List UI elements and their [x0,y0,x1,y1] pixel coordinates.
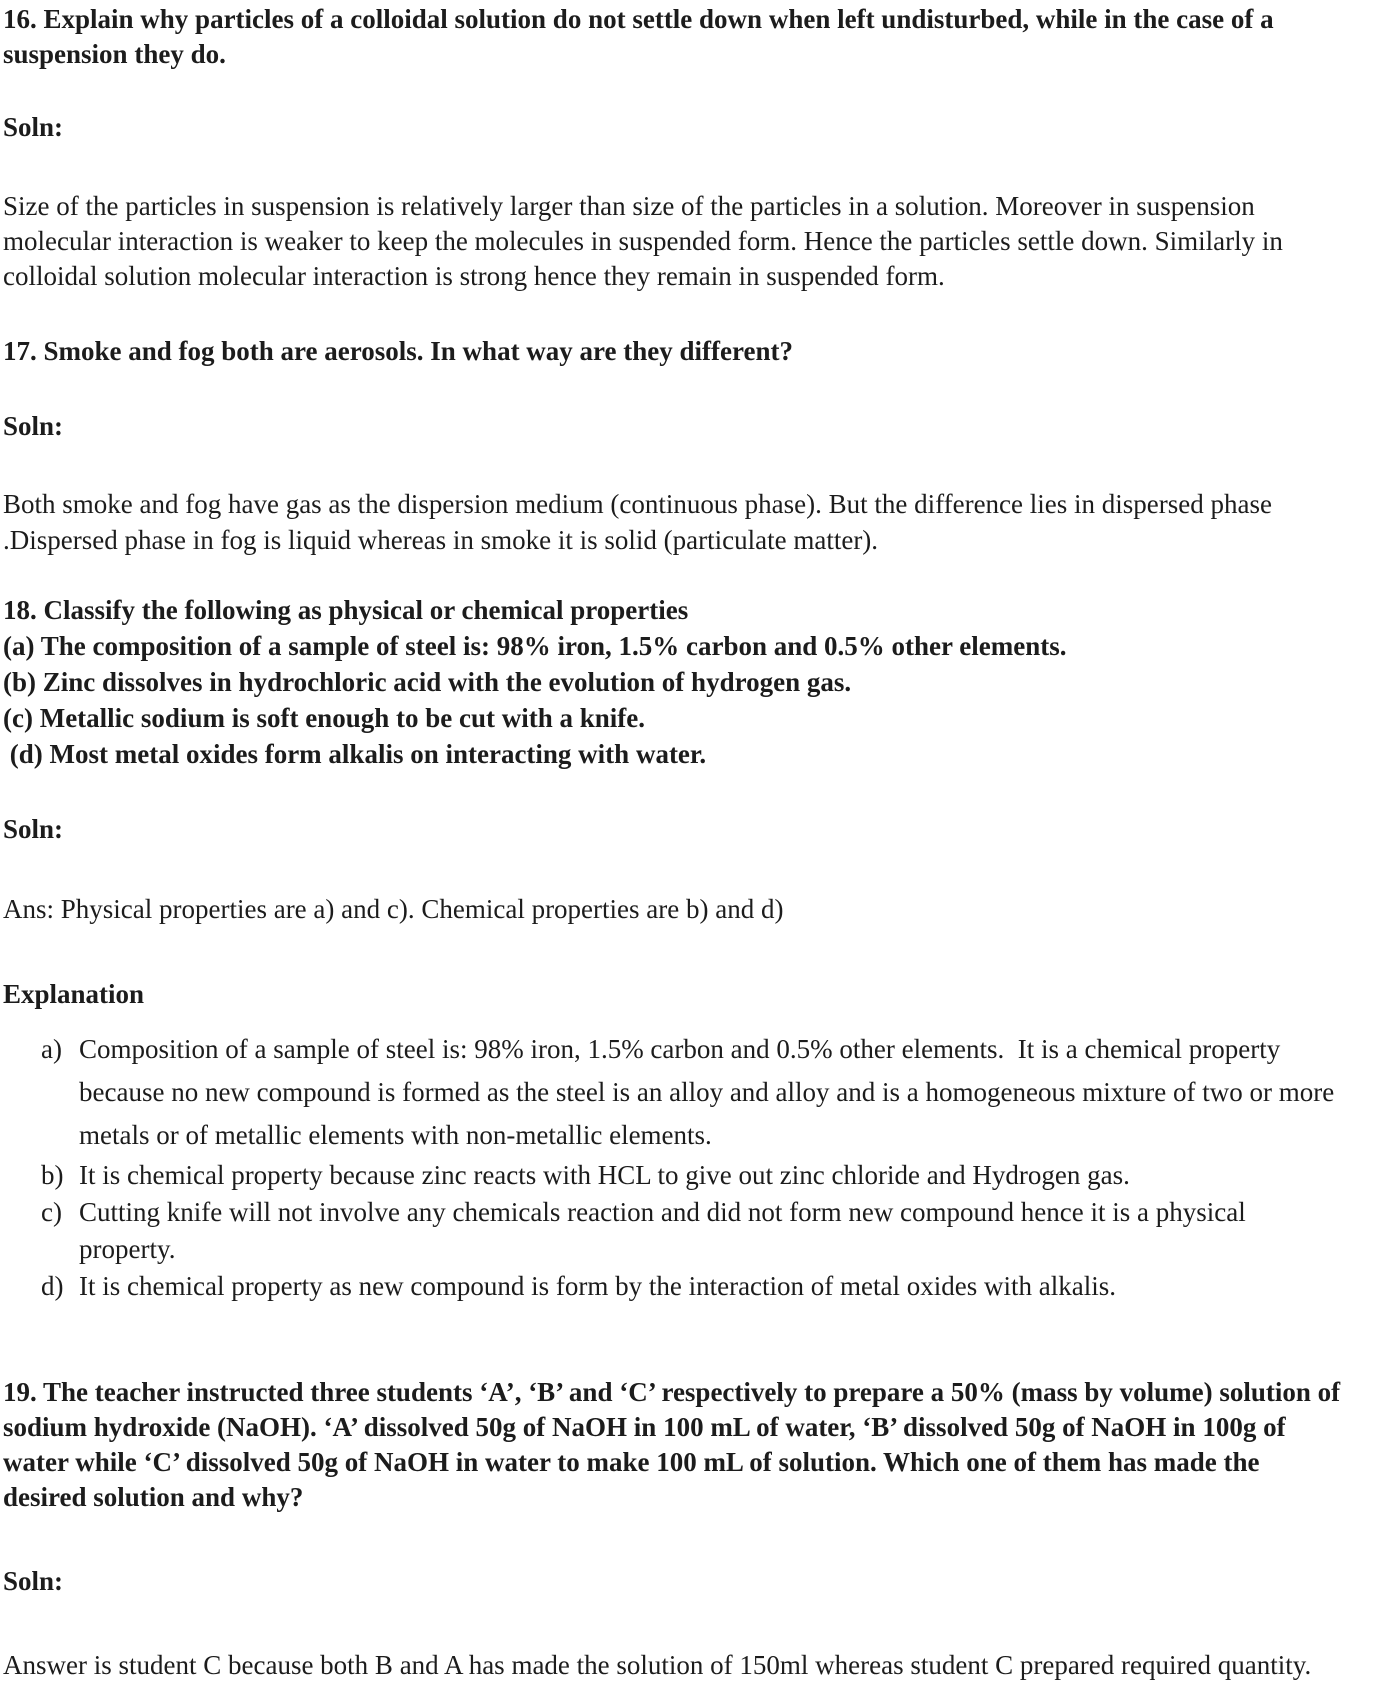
question-17-section [3,334,1348,558]
explanation-item-a-marker: a) [41,1034,62,1064]
question-18-soln-label: Soln: [3,814,64,844]
question-19-solution-text: Answer is student C because both B and A has made the solution of 150ml whereas student C prepared required quantity. [3,1650,1312,1680]
question-18-heading: 18. Classify the following as physical or chemical properties [3,595,689,625]
question-17-heading: 17. Smoke and fog both are aerosols. In what way are they different? [3,336,794,366]
explanation-list [3,1028,1348,1305]
explanation-item-d [41,1268,1348,1305]
explanation-item-b [41,1157,1348,1194]
question-17-soln-label: Soln: [3,411,64,441]
question-16-solution-text: Size of the particles in suspension is relatively larger than size of the particles in a solution. Moreover in suspension molecular interaction is weaker to keep the molecules in suspended form. Hence the particles settle down. Similarly in colloidal solution molecular interaction is strong hence they remain in suspended form. [3,191,1283,291]
explanation-item-b-text: It is chemical property because zinc reacts with HCL to give out zinc chloride and Hydrogen gas. [79,1160,1130,1190]
question-18-option-c: (c) Metallic sodium is soft enough to be cut with a knife. [3,703,645,733]
explanation-item-b-marker: b) [41,1160,64,1190]
explanation-item-c-text: Cutting knife will not involve any chemicals reaction and did not form new compound hence it is a physical property. [79,1197,1253,1264]
question-19-section [3,1375,1348,1683]
question-18-option-b: (b) Zinc dissolves in hydrochloric acid with the evolution of hydrogen gas. [3,667,852,697]
question-16-section [3,2,1348,294]
explanation-item-a [41,1028,1348,1157]
explanation-item-a-text: Composition of a sample of steel is: 98% iron, 1.5% carbon and 0.5% other elements. It is a chemical property because no new compound is formed as the steel is an alloy and alloy and is a homogeneous mixture of two or more metals or of metallic elements with non-metallic elements. [79,1034,1341,1150]
question-19-heading: 19. The teacher instructed three students ‘A’, ‘B’ and ‘C’ respectively to prepare a 50% (mass by volume) solution of sodium hydroxide (NaOH). ‘A’ dissolved 50g of NaOH in 100 mL of water, ‘B’ dissolved 50g of NaOH in 100g of water while ‘C’ dissolved 50g of NaOH in water to make 100 mL of solution. Which one of them has made the desired solution and why? [3,1377,1341,1512]
explanation-item-d-text: It is chemical property as new compound is form by the interaction of metal oxides with alkalis. [79,1271,1116,1301]
explanation-item-c-marker: c) [41,1197,62,1227]
question-18-option-a: (a) The composition of a sample of steel is: 98% iron, 1.5% carbon and 0.5% other elements. [3,631,1067,661]
explanation-item-d-marker: d) [41,1271,64,1301]
explanation-heading: Explanation [3,979,145,1009]
question-16-soln-label: Soln: [3,112,64,142]
explanation-item-c [41,1194,1348,1268]
question-18-answer-text: Ans: Physical properties are a) and c). Chemical properties are b) and d) [3,894,784,924]
question-18-section [3,593,1348,1305]
question-16-heading: 16. Explain why particles of a colloidal solution do not settle down when left undisturbed, while in the case of a suspension they do. [3,4,1274,69]
question-18-option-d: (d) Most metal oxides form alkalis on interacting with water. [3,739,707,769]
question-19-soln-label: Soln: [3,1566,64,1596]
question-17-solution-text: Both smoke and fog have gas as the dispersion medium (continuous phase). But the difference lies in dispersed phase .Dispersed phase in fog is liquid whereas in smoke it is solid (particulate matter). [3,489,1272,555]
question-18-option-list [3,628,1348,772]
